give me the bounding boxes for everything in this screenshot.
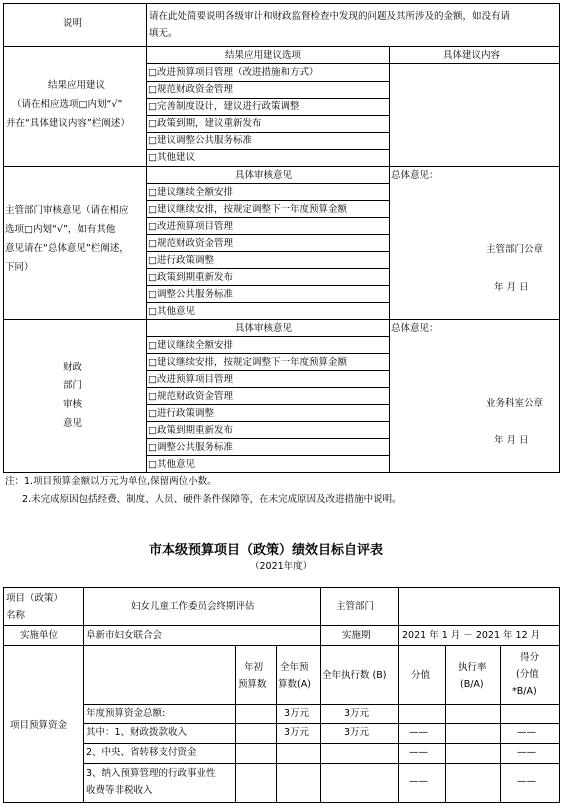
note-2: 2.未完成原因包括经费、制度、人员、硬件条件保障等，在未完成原因及改进措施中说明。: [22, 494, 402, 505]
header-get-2: (分值: [516, 669, 539, 680]
row-1-label: 年度预算资金总额:: [86, 708, 166, 719]
header-score: 分值: [411, 670, 431, 681]
year-subtitle: （2021年度）: [250, 561, 313, 572]
page-title: 市本级预算项目（政策）绩效目标自评表: [149, 543, 384, 558]
note-1: 注：1.项目预算金额以万元为单位,保留两位小数。: [5, 476, 217, 487]
dept-option-2[interactable]: □建议继续安排，按规定调整下一年度预算金额: [148, 204, 347, 215]
row-3-score: ——: [409, 747, 428, 758]
project-label-2: 名称: [6, 610, 26, 621]
dept-label-3: 意见请在“总体意见”栏阐述，: [5, 243, 129, 254]
header-full-2: 算数(A): [278, 679, 311, 690]
project-name: 妇女儿童工作委员会终期评估: [131, 601, 255, 612]
impl-unit: 阜新市妇女联合会: [86, 630, 163, 641]
impl-unit-label: 实施单位: [20, 630, 59, 641]
header-rate-2: (B/A): [460, 679, 484, 690]
dept-option-5[interactable]: □进行政策调整: [148, 255, 214, 266]
header-full-1: 全年预: [280, 662, 309, 673]
row-4-score: ——: [409, 776, 428, 787]
header-exec: 全年执行数 (B): [322, 670, 387, 681]
period-value: 2021 年 1 月 － 2021 年 12 月: [402, 630, 541, 641]
dept-label-4: 下同）: [5, 262, 34, 273]
dept-option-8[interactable]: □其他意见: [148, 306, 195, 317]
finance-option-4[interactable]: □规范财政资金管理: [148, 391, 233, 402]
row-4-label-1: 3、纳入预算管理的行政事业性: [86, 768, 216, 779]
header-get-1: 得分: [520, 652, 540, 663]
finance-option-5[interactable]: □进行政策调整: [148, 408, 214, 419]
row-3-get: ——: [517, 747, 536, 758]
finance-date: 年 月 日: [494, 435, 529, 446]
result-option-5[interactable]: □建议调整公共服务标准: [148, 135, 252, 146]
result-label-1: 结果应用建议: [48, 80, 106, 91]
dept-label-1: 主管部门审核意见（请在相应: [5, 205, 129, 216]
result-label-2: （请在相应选项□内划“√”: [12, 99, 123, 110]
header-budget-1: 年初: [244, 662, 264, 673]
period-label: 实施期: [342, 630, 371, 641]
result-content-header: 具体建议内容: [443, 50, 501, 61]
finance-option-3[interactable]: □改进预算项目管理: [148, 374, 233, 385]
result-option-4[interactable]: □政策到期，建议重新发布: [148, 118, 262, 129]
dept-label: 主管部门: [336, 601, 375, 612]
dept-option-7[interactable]: □调整公共服务标准: [148, 289, 233, 300]
row-3-label: 2、中央、省转移支付资金: [86, 747, 197, 758]
finance-option-6[interactable]: □政策到期重新发布: [148, 425, 233, 436]
finance-label-3: 审核: [63, 399, 83, 410]
row-2-full: 3万元: [284, 727, 310, 738]
finance-seal: 业务科室公章: [486, 398, 544, 409]
row-2-label: 其中：1、财政拨款收入: [86, 727, 188, 738]
desc-text-line1: 请在此处简要说明各级审计和财政监督检查中发现的问题及其所涉及的金额，如没有请: [149, 11, 511, 22]
dept-option-4[interactable]: □规范财政资金管理: [148, 238, 233, 249]
dept-option-6[interactable]: □政策到期重新发布: [148, 272, 233, 283]
finance-option-2[interactable]: □建议继续安排，按规定调整下一年度预算金额: [148, 357, 347, 368]
result-label-3: 并在“具体建议内容”栏阐述）: [6, 118, 130, 129]
header-get-3: *B/A): [512, 686, 537, 697]
row-2-score: ——: [409, 727, 428, 738]
dept-overall: 总体意见：: [391, 170, 439, 181]
finance-option-7[interactable]: □调整公共服务标准: [148, 442, 233, 453]
result-option-2[interactable]: □规范财政资金管理: [148, 84, 233, 95]
header-budget-2: 预算数: [238, 679, 267, 690]
finance-overall: 总体意见：: [391, 323, 439, 334]
project-label-1: 项目（政策）: [6, 593, 64, 604]
row-1-exec: 3万元: [344, 708, 370, 719]
row-4-get: ——: [517, 776, 536, 787]
fund-label: 项目预算资金: [10, 720, 68, 731]
result-option-3[interactable]: □完善制度设计，建议进行政策调整: [148, 101, 300, 112]
finance-option-1[interactable]: □建议继续全额安排: [148, 340, 233, 351]
dept-header: 具体审核意见: [235, 170, 293, 181]
finance-header: 具体审核意见: [235, 323, 293, 334]
dept-date: 年 月 日: [494, 282, 529, 293]
dept-option-3[interactable]: □改进预算项目管理: [148, 221, 233, 232]
desc-text-line2: 填无。: [149, 28, 178, 39]
row-2-exec: 3万元: [344, 727, 370, 738]
result-option-6[interactable]: □其他建议: [148, 152, 195, 163]
desc-label: 说明: [63, 18, 83, 29]
finance-label-1: 财政: [63, 362, 83, 373]
result-option-1[interactable]: □改进预算项目管理（改进措施和方式）: [148, 67, 319, 78]
finance-label-2: 部门: [63, 380, 83, 391]
finance-label-4: 意见: [63, 418, 83, 429]
row-2-get: ——: [517, 727, 536, 738]
dept-seal: 主管部门公章: [486, 244, 544, 255]
dept-option-1[interactable]: □建议继续全额安排: [148, 187, 233, 198]
finance-option-8[interactable]: □其他意见: [148, 459, 195, 470]
result-options-header: 结果应用建议选项: [225, 50, 302, 61]
row-4-label-2: 收费等非税收入: [86, 785, 153, 796]
dept-label-2: 选项□内划“√”，如有其他: [5, 224, 116, 235]
row-1-full: 3万元: [284, 708, 310, 719]
header-rate-1: 执行率: [458, 662, 487, 673]
